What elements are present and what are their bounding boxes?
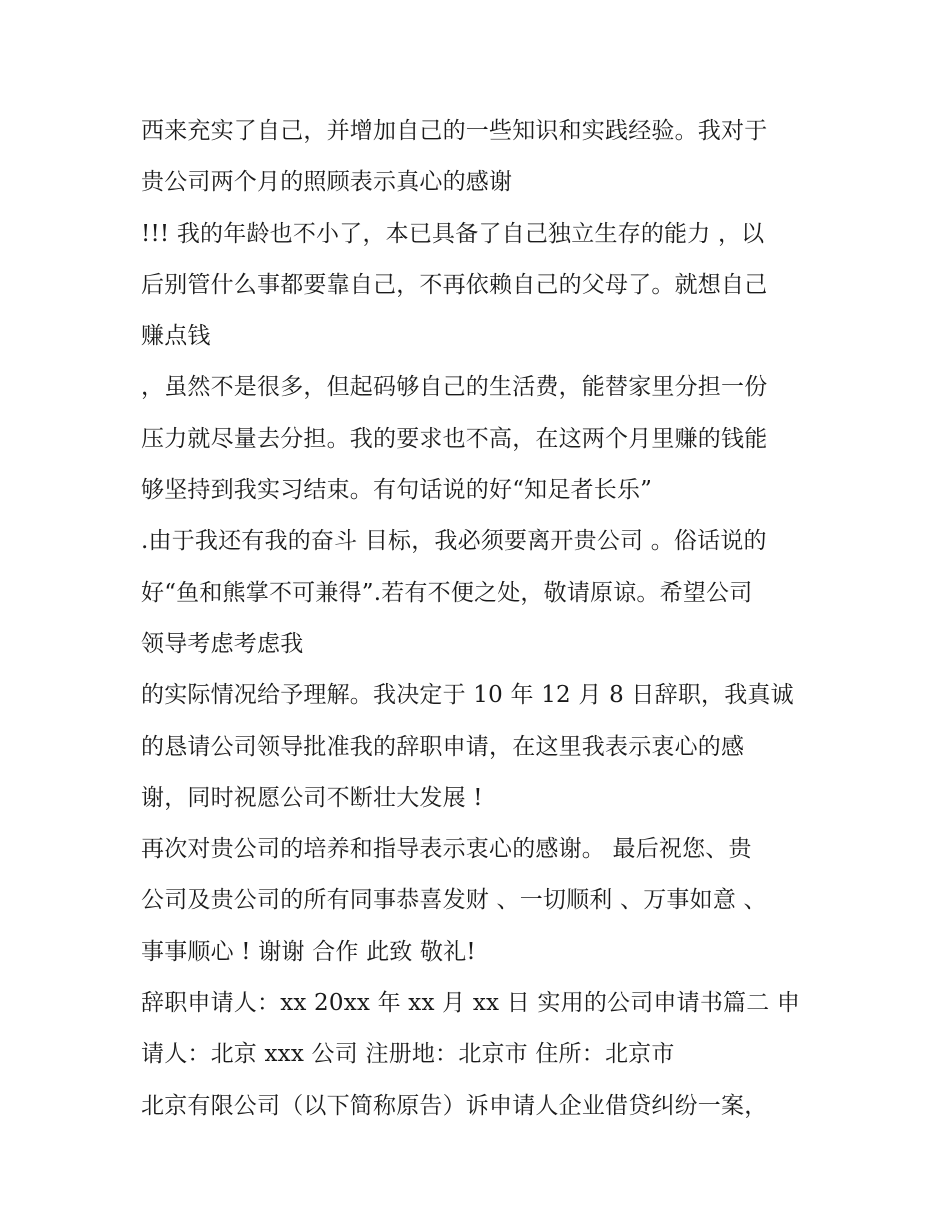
text-line: 谢，同时祝愿公司不断壮大发展 ! <box>141 784 483 811</box>
text-line: 贵公司两个月的照顾表示真心的感谢 <box>141 169 513 196</box>
text-line: 事事顺心 ! 谢谢 合作 此致 敬礼! <box>141 938 476 965</box>
text-line: .由于我还有我的奋斗 目标，我必须要离开贵公司 。俗话说的 <box>141 528 767 555</box>
text-line: 赚点钱 <box>141 323 211 350</box>
text-line: 辞职申请人：xx 20xx 年 xx 月 xx 日 实用的公司申请书篇二 申 <box>141 990 801 1017</box>
text-line: !!! 我的年龄也不小了，本已具备了自己独立生存的能力 ，以 <box>141 220 765 247</box>
text-line: ，虽然不是很多，但起码够自己的生活费，能替家里分担一份 <box>141 374 768 401</box>
text-line: 再次对贵公司的培养和指导表示衷心的感谢。 最后祝您、贵 <box>141 836 752 863</box>
text-line: 压力就尽量去分担。我的要求也不高，在这两个月里赚的钱能 <box>141 425 768 452</box>
text-line: 北京有限公司（以下简称原告）诉申请人企业借贷纠纷一案， <box>141 1092 768 1119</box>
text-line: 公司及贵公司的所有同事恭喜发财 、一切顺利 、万事如意 、 <box>141 887 767 914</box>
text-line: 领导考虑考虑我 <box>141 630 304 657</box>
text-line: 好“鱼和熊掌不可兼得”.若有不便之处，敬请原谅。希望公司 <box>141 579 753 606</box>
text-line: 够坚持到我实习结束。有句话说的好“知足者长乐” <box>141 477 653 504</box>
text-line: 的实际情况给予理解。我决定于 10 年 12 月 8 日辞职，我真诚 <box>141 682 794 709</box>
text-line: 西来充实了自己，并增加自己的一些知识和实践经验。我对于 <box>141 118 768 144</box>
text-line: 后别管什么事都要靠自己，不再依赖自己的父母了。就想自己 <box>141 271 768 298</box>
document-body <box>141 106 821 1132</box>
text-line: 的恳请公司领导批准我的辞职申请，在这里我表示衷心的感 <box>141 733 745 760</box>
text-line: 请人：北京 xxx 公司 注册地：北京市 住所：北京市 <box>141 1041 675 1068</box>
